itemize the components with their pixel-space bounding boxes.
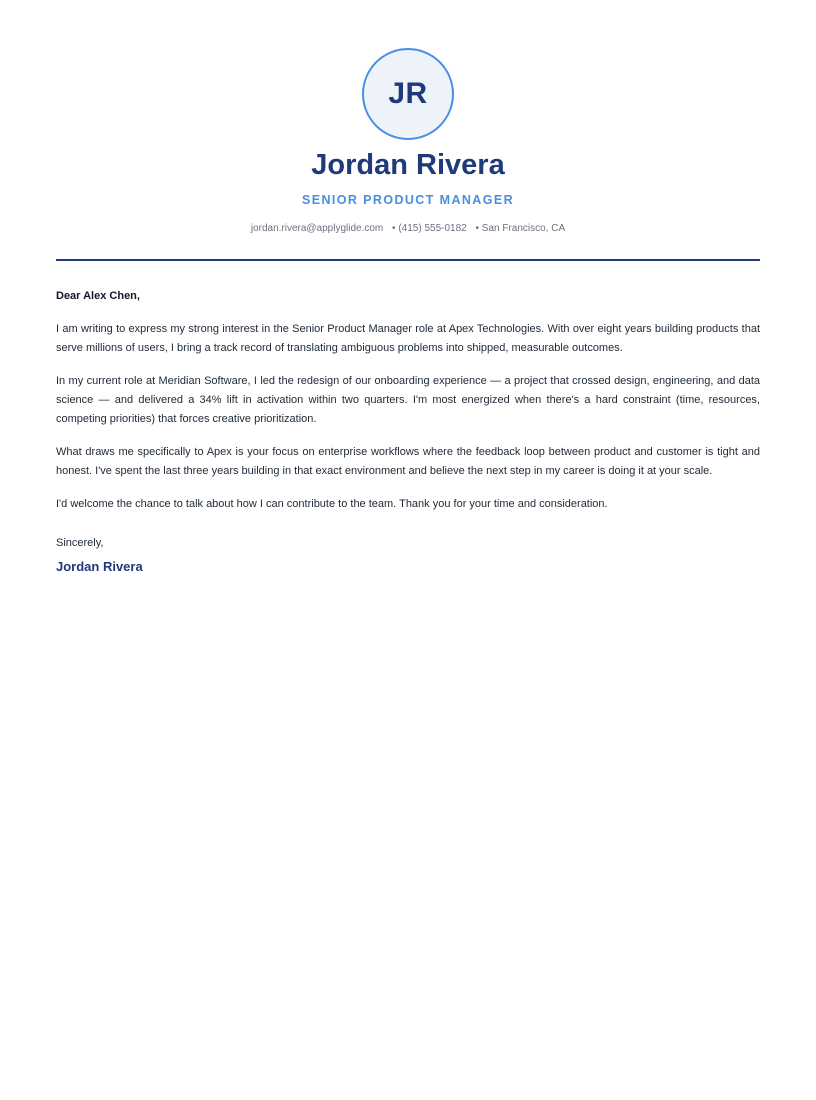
avatar-initials: JR [388, 77, 428, 110]
job-title: SENIOR PRODUCT MANAGER [301, 193, 515, 207]
letter-body [56, 287, 760, 576]
letter-paragraph: I'd welcome the chance to talk about how I can contribute to the team. Thank you for your time and consideration. [56, 498, 608, 510]
avatar [362, 48, 454, 140]
contact-location: • San Francisco, CA [475, 223, 566, 234]
salutation: Dear Alex Chen, [56, 290, 140, 302]
closing: Sincerely, [56, 537, 104, 549]
contact-info [56, 222, 760, 236]
letter-paragraph: I am writing to express my strong interest in the Senior Product Manager role at Apex Technologies. With over eight years building products that serve millions of users, I bring a track record of translating ambiguous problems into shipped, measurable outcomes. [56, 323, 760, 354]
letter-paragraph: What draws me specifically to Apex is your focus on enterprise workflows where the feedback loop between product and customer is tight and honest. I've spent the last three years building in that exact environment and believe the next step in my career is doing it at your scale. [56, 446, 760, 477]
letter-header [56, 0, 760, 236]
applicant-name: Jordan Rivera [311, 149, 505, 181]
header-divider [56, 259, 760, 261]
contact-phone: • (415) 555-0182 [392, 223, 467, 234]
contact-email: jordan.rivera@applyglide.com [250, 223, 384, 234]
signature: Jordan Rivera [56, 559, 143, 574]
letter-paragraph: In my current role at Meridian Software, I led the redesign of our onboarding experience — a project that crossed design, engineering, and data science — and delivered a 34% lift in activation within two quarters. I'm most energized when there's a hard constraint (time, resources, competing priorities) that forces creative prioritization. [56, 375, 760, 425]
